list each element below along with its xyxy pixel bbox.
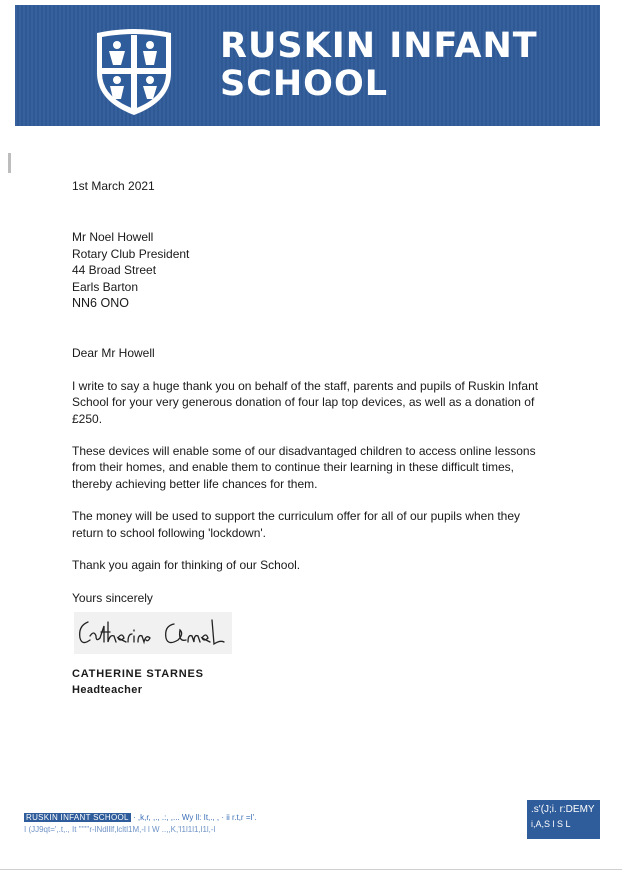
page-bottom-divider (0, 869, 622, 870)
school-name-line1: RUSKIN INFANT (220, 26, 538, 66)
handwritten-signature (74, 612, 232, 654)
salutation: Dear Mr Howell (72, 346, 155, 361)
letter-paragraph: The money will be used to support the curriculum offer for all of our pupils when they return to school following 'lockdown'. (72, 509, 521, 540)
footer-school-name: RUSKIN INFANT SCHOOL (26, 813, 129, 822)
school-crest-logo (93, 27, 175, 117)
letter-paragraph: I write to say a huge thank you on behalf of the staff, parents and pupils of Ruskin Infant School for your very generous donation of four lap top devices, as well as a donation of £250. (72, 378, 539, 426)
footer-address (24, 812, 256, 836)
recipient-town: Earls Barton (72, 279, 139, 294)
academy-logo (527, 800, 600, 839)
recipient-street: 44 Broad Street (72, 263, 157, 278)
closing: Yours sincerely (72, 590, 153, 605)
academy-logo-line1: .s'(J;i. r:DEMY (531, 804, 595, 815)
footer-line-1-text: · ,k,r, ,., .:, ,... Wy ll: It,., , · ii r.t,r =I'. (133, 813, 257, 822)
letter-paragraph: These devices will enable some of our disadvantaged children to access online lessons from their homes, and enable them to continue their learning in these difficult times, thereby achieving better life chances for them. (72, 444, 536, 491)
academy-logo-line2: i,A,S l S L (531, 819, 571, 829)
letter-paragraph: Thank you again for thinking of our School. (72, 558, 301, 573)
recipient-name: Mr Noel Howell (72, 230, 154, 245)
signer-title: Headteacher (72, 684, 143, 697)
recipient-postcode: NN6 ONO (72, 296, 129, 311)
footer-line-2: I (JJ9qt=',.t,., It '''''''r-lNdlllf,lcltl1M,-l l W ..,,K,'l1l1l1,l1l,-l (24, 825, 216, 834)
margin-marker (8, 153, 11, 173)
school-name (220, 27, 538, 103)
letter-body (72, 178, 552, 699)
school-name-line2: SCHOOL (220, 64, 388, 104)
letter-date: 1st March 2021 (72, 179, 155, 193)
footer-line-1 (24, 812, 256, 824)
recipient-title: Rotary Club President (72, 246, 190, 261)
recipient-address (72, 229, 552, 311)
signer-name: CATHERINE STARNES (72, 667, 204, 680)
header-banner (15, 5, 600, 126)
